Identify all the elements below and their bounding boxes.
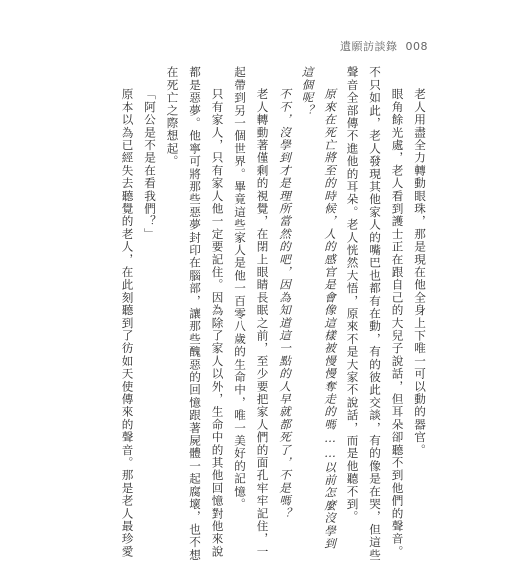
text-column: 眼角餘光處，老人看到護士正在跟自己的大兒子說話，但耳朵卻聽不到他們的聲音。 xyxy=(390,88,405,558)
text-column: 「阿公是不是在看我們？」 xyxy=(143,88,157,241)
text-column: 不不，沒學到才是理所當然的吧，因為知道這一點的人早就都死了，不是嗎？ xyxy=(278,88,292,520)
page-number: 008 xyxy=(405,40,428,53)
text-column: 老人用盡全力轉動眼珠，那是現在他全身上下唯一可以動的器官。 xyxy=(413,88,427,457)
text-column: 這個呢？ xyxy=(300,66,315,117)
text-column: 在死亡之際想起。 xyxy=(165,66,180,168)
text-column: 老人轉動著僅剩的視覺，在閉上眼睛長眠之前，至少要把家人們的面孔牢牢記住，一 xyxy=(255,88,270,558)
text-column: 都是惡夢。他寧可將那些惡夢封印在腦部，讓那些醜惡的回憶跟著屍體一起腐壞，也不想 xyxy=(188,66,202,561)
text-column: 不只如此，老人發現其他家人的嘴巴也都有在動，有的彼此交談，有的像是在哭，但這些 xyxy=(368,66,382,561)
text-column: 起帶到另一個世界。畢竟這些家人是他一百零八歲的生命中，唯一美好的記憶。 xyxy=(233,66,247,511)
text-column: 原本以為已經失去聽覺的老人，在此刻聽到了彷如天使傳來的聲音。那是老人最珍愛 xyxy=(120,88,135,558)
text-column: 只有家人，只有家人他一定要記住。因為除了家人以外，生命中的其他回憶對他來說 xyxy=(210,88,225,558)
page-header xyxy=(340,38,428,54)
text-column: 聲音全部傳不進他的耳朵。老人恍然大悟，原來不是大家不說話，而是他聽不到。 xyxy=(345,66,360,524)
text-column: 原來在死亡將至的時候，人的感官是會像這樣被慢慢奪走的嗎……以前怎麼沒學到 xyxy=(323,88,337,550)
body-text xyxy=(115,66,427,561)
book-title: 遺願訪談錄 xyxy=(340,40,398,53)
